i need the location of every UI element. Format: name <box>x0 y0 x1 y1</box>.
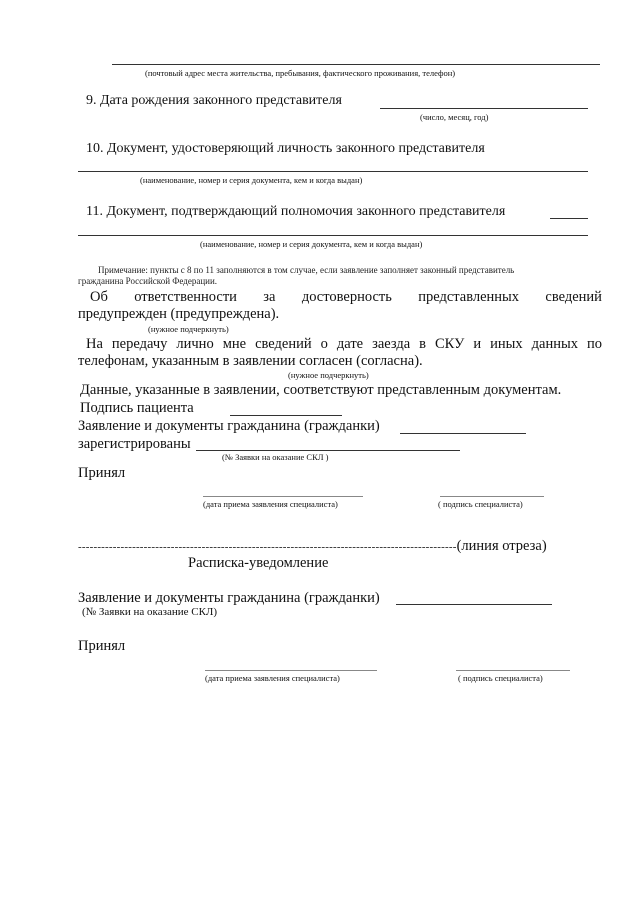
item9-caption: (число, месяц, год) <box>420 112 489 122</box>
transfer-word: иных <box>490 336 523 352</box>
cut-line-dashes: -------------------------------------------------------------------------------------------------- <box>78 541 457 553</box>
registered-caption: (№ Заявки на оказание СКЛ ) <box>222 452 329 462</box>
item10-input-line[interactable] <box>78 171 588 172</box>
item11-inline-line[interactable] <box>550 218 588 219</box>
registered-number-line[interactable] <box>196 450 460 451</box>
transfer-word: СКУ <box>435 336 465 352</box>
transfer-word: данных <box>531 336 578 352</box>
cut-line <box>78 538 598 555</box>
receipt-caption: (№ Заявки на оказание СКЛ) <box>82 606 218 618</box>
note-line1: Примечание: пункты с 8 по 11 заполняются в том случае, если заявление заполняет законный представитель <box>98 265 515 275</box>
transfer-word: На <box>86 336 103 352</box>
transfer-line2: телефонам, указанным в заявлении согласен (согласна). <box>78 353 423 369</box>
receipt-number-line[interactable] <box>396 604 552 605</box>
registered-citizen-line[interactable] <box>400 433 526 434</box>
accepted2-sign-caption: ( подпись специалиста) <box>458 673 543 683</box>
transfer-word: сведений <box>255 336 312 352</box>
accepted1-label: Принял <box>78 465 126 481</box>
signature-label: Подпись пациента <box>80 400 194 416</box>
responsibility-caption: (нужное подчеркнуть) <box>148 324 229 334</box>
resp-word: достоверность <box>301 289 392 305</box>
accepted2-sign-line[interactable] <box>456 670 570 671</box>
transfer-word: по <box>586 336 602 352</box>
responsibility-line1 <box>90 289 602 306</box>
resp-word: Об <box>90 289 108 305</box>
item11-input-line[interactable] <box>78 235 588 236</box>
accepted1-date-caption: (дата приема заявления специалиста) <box>203 499 338 509</box>
accepted2-date-line[interactable] <box>205 670 377 671</box>
signature-line[interactable] <box>230 415 342 416</box>
address-caption: (почтовый адрес места жительства, пребывания, фактического проживания, телефон) <box>145 68 456 78</box>
item11-caption: (наименование, номер и серия документа, кем и когда выдан) <box>200 239 423 249</box>
accepted1-sign-line[interactable] <box>440 496 544 497</box>
note-line2: гражданина Российской Федерации. <box>78 276 218 286</box>
item10-caption: (наименование, номер и серия документа, кем и когда выдан) <box>140 175 363 185</box>
transfer-word: лично <box>176 336 214 352</box>
conformity-statement: Данные, указанные в заявлении, соответствуют представленным документам. <box>80 382 562 398</box>
transfer-word: мне <box>222 336 247 352</box>
registered-line2: зарегистрированы <box>78 436 191 452</box>
transfer-word: заезда <box>372 336 411 352</box>
resp-word: представленных <box>418 289 520 305</box>
accepted2-date-caption: (дата приема заявления специалиста) <box>205 673 340 683</box>
resp-word: за <box>263 289 276 305</box>
receipt-line: Заявление и документы гражданина (гражданки) <box>78 590 380 606</box>
cut-line-label: (линия отреза) <box>456 538 547 554</box>
accepted1-date-line[interactable] <box>203 496 363 497</box>
item11-label: 11. Документ, подтверждающий полномочия законного представителя <box>86 204 506 219</box>
registered-line1: Заявление и документы гражданина (гражданки) <box>78 418 380 434</box>
item9-input-line[interactable] <box>380 108 588 109</box>
item9-label: 9. Дата рождения законного представителя <box>86 93 342 108</box>
receipt-title: Расписка-уведомление <box>188 555 329 571</box>
item10-label: 10. Документ, удостоверяющий личность законного представителя <box>86 141 485 156</box>
resp-word: сведений <box>545 289 602 305</box>
accepted1-sign-caption: ( подпись специалиста) <box>438 499 523 509</box>
transfer-caption: (нужное подчеркнуть) <box>288 370 369 380</box>
transfer-word: о <box>320 336 328 352</box>
transfer-word: передачу <box>111 336 168 352</box>
transfer-word: дате <box>336 336 364 352</box>
resp-word: ответственности <box>134 289 237 305</box>
responsibility-line2: предупрежден (предупреждена). <box>78 306 280 322</box>
accepted2-label: Принял <box>78 638 126 654</box>
transfer-word: в <box>419 336 427 352</box>
address-underline <box>112 64 600 65</box>
transfer-line1 <box>86 336 602 353</box>
transfer-word: и <box>473 336 482 352</box>
